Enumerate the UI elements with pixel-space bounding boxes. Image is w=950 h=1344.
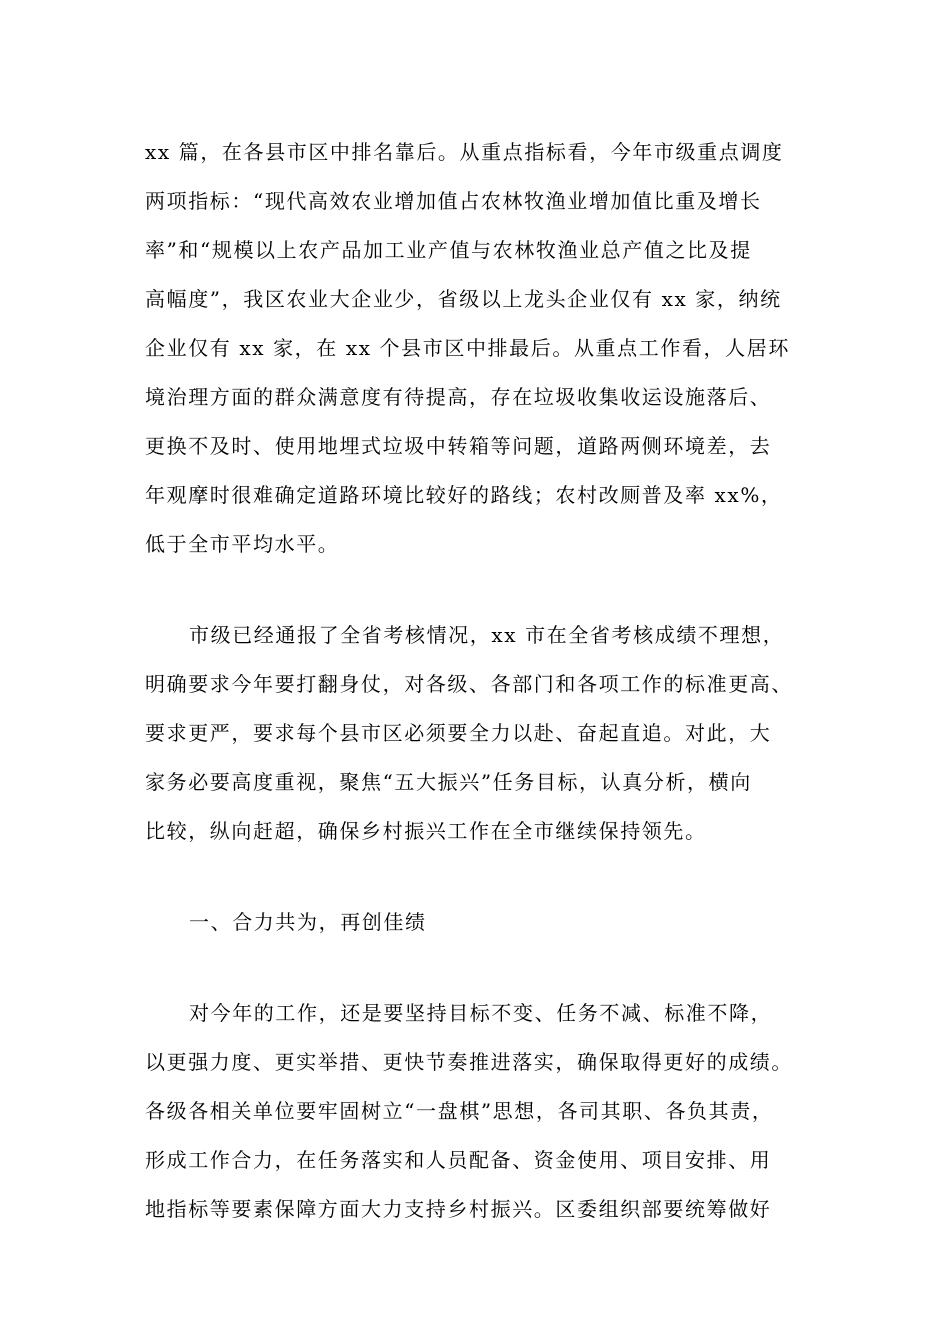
text-line: 比较，纵向赶超，确保乡村振兴工作在全市继续保持领先。 <box>145 819 707 843</box>
heading-line: 一、合力共为，再创佳绩 <box>189 910 427 934</box>
text-line: 形成工作合力，在任务落实和人员配备、资金使用、项目安排、用 <box>145 1148 772 1172</box>
text-line: 年观摩时很难确定道路环境比较好的路线；农村改厕普及率 xx%， <box>145 483 783 507</box>
paragraph <box>145 989 805 1234</box>
text-line: 境治理方面的群众满意度有待提高，存在垃圾收集收运设施落后、 <box>145 385 772 409</box>
paragraph-spacer <box>145 569 805 611</box>
text-line: 高幅度”，我区农业大企业少，省级以上龙头企业仅有 xx 家，纳统 <box>145 287 782 311</box>
text-line: 对今年的工作，还是要坚持目标不变、任务不减、标准不降， <box>189 1001 773 1025</box>
paragraph <box>145 128 805 569</box>
text-line: 更换不及时、使用地埋式垃圾中转箱等问题，道路两侧环境差，去 <box>145 434 772 458</box>
text-line: 要求更严，要求每个县市区必须要全力以赴、奋起直追。对此，大 <box>145 721 772 745</box>
paragraph <box>145 611 805 856</box>
text-line: 市级已经通报了全省考核情况，xx 市在全省考核成绩不理想， <box>189 623 785 647</box>
text-line: 两项指标：“现代高效农业增加值占农林牧渔业增加值比重及增长 <box>145 189 762 213</box>
paragraph-spacer <box>145 947 805 989</box>
document-body <box>145 128 805 1234</box>
text-line: 企业仅有 xx 家，在 xx 个县市区中排最后。从重点工作看，人居环 <box>145 336 790 360</box>
text-line: xx 篇，在各县市区中排名靠后。从重点指标看，今年市级重点调度 <box>145 140 784 164</box>
text-line: 率”和“规模以上农产品加工业产值与农林牧渔业总产值之比及提 <box>145 238 752 262</box>
text-line: 以更强力度、更实举措、更快节奏推进落实，确保取得更好的成绩。 <box>145 1050 793 1074</box>
paragraph-spacer <box>145 856 805 898</box>
text-line: 低于全市平均水平。 <box>145 532 340 556</box>
text-line: 家务必要高度重视，聚焦“五大振兴”任务目标，认真分析，横向 <box>145 770 752 794</box>
text-line: 各级各相关单位要牢固树立“一盘棋”思想，各司其职、各负其责， <box>145 1099 774 1123</box>
section-heading <box>145 898 805 947</box>
text-line: 地指标等要素保障方面大力支持乡村振兴。区委组织部要统筹做好 <box>145 1197 772 1221</box>
text-line: 明确要求今年要打翻身仗，对各级、各部门和各项工作的标准更高、 <box>145 672 793 696</box>
